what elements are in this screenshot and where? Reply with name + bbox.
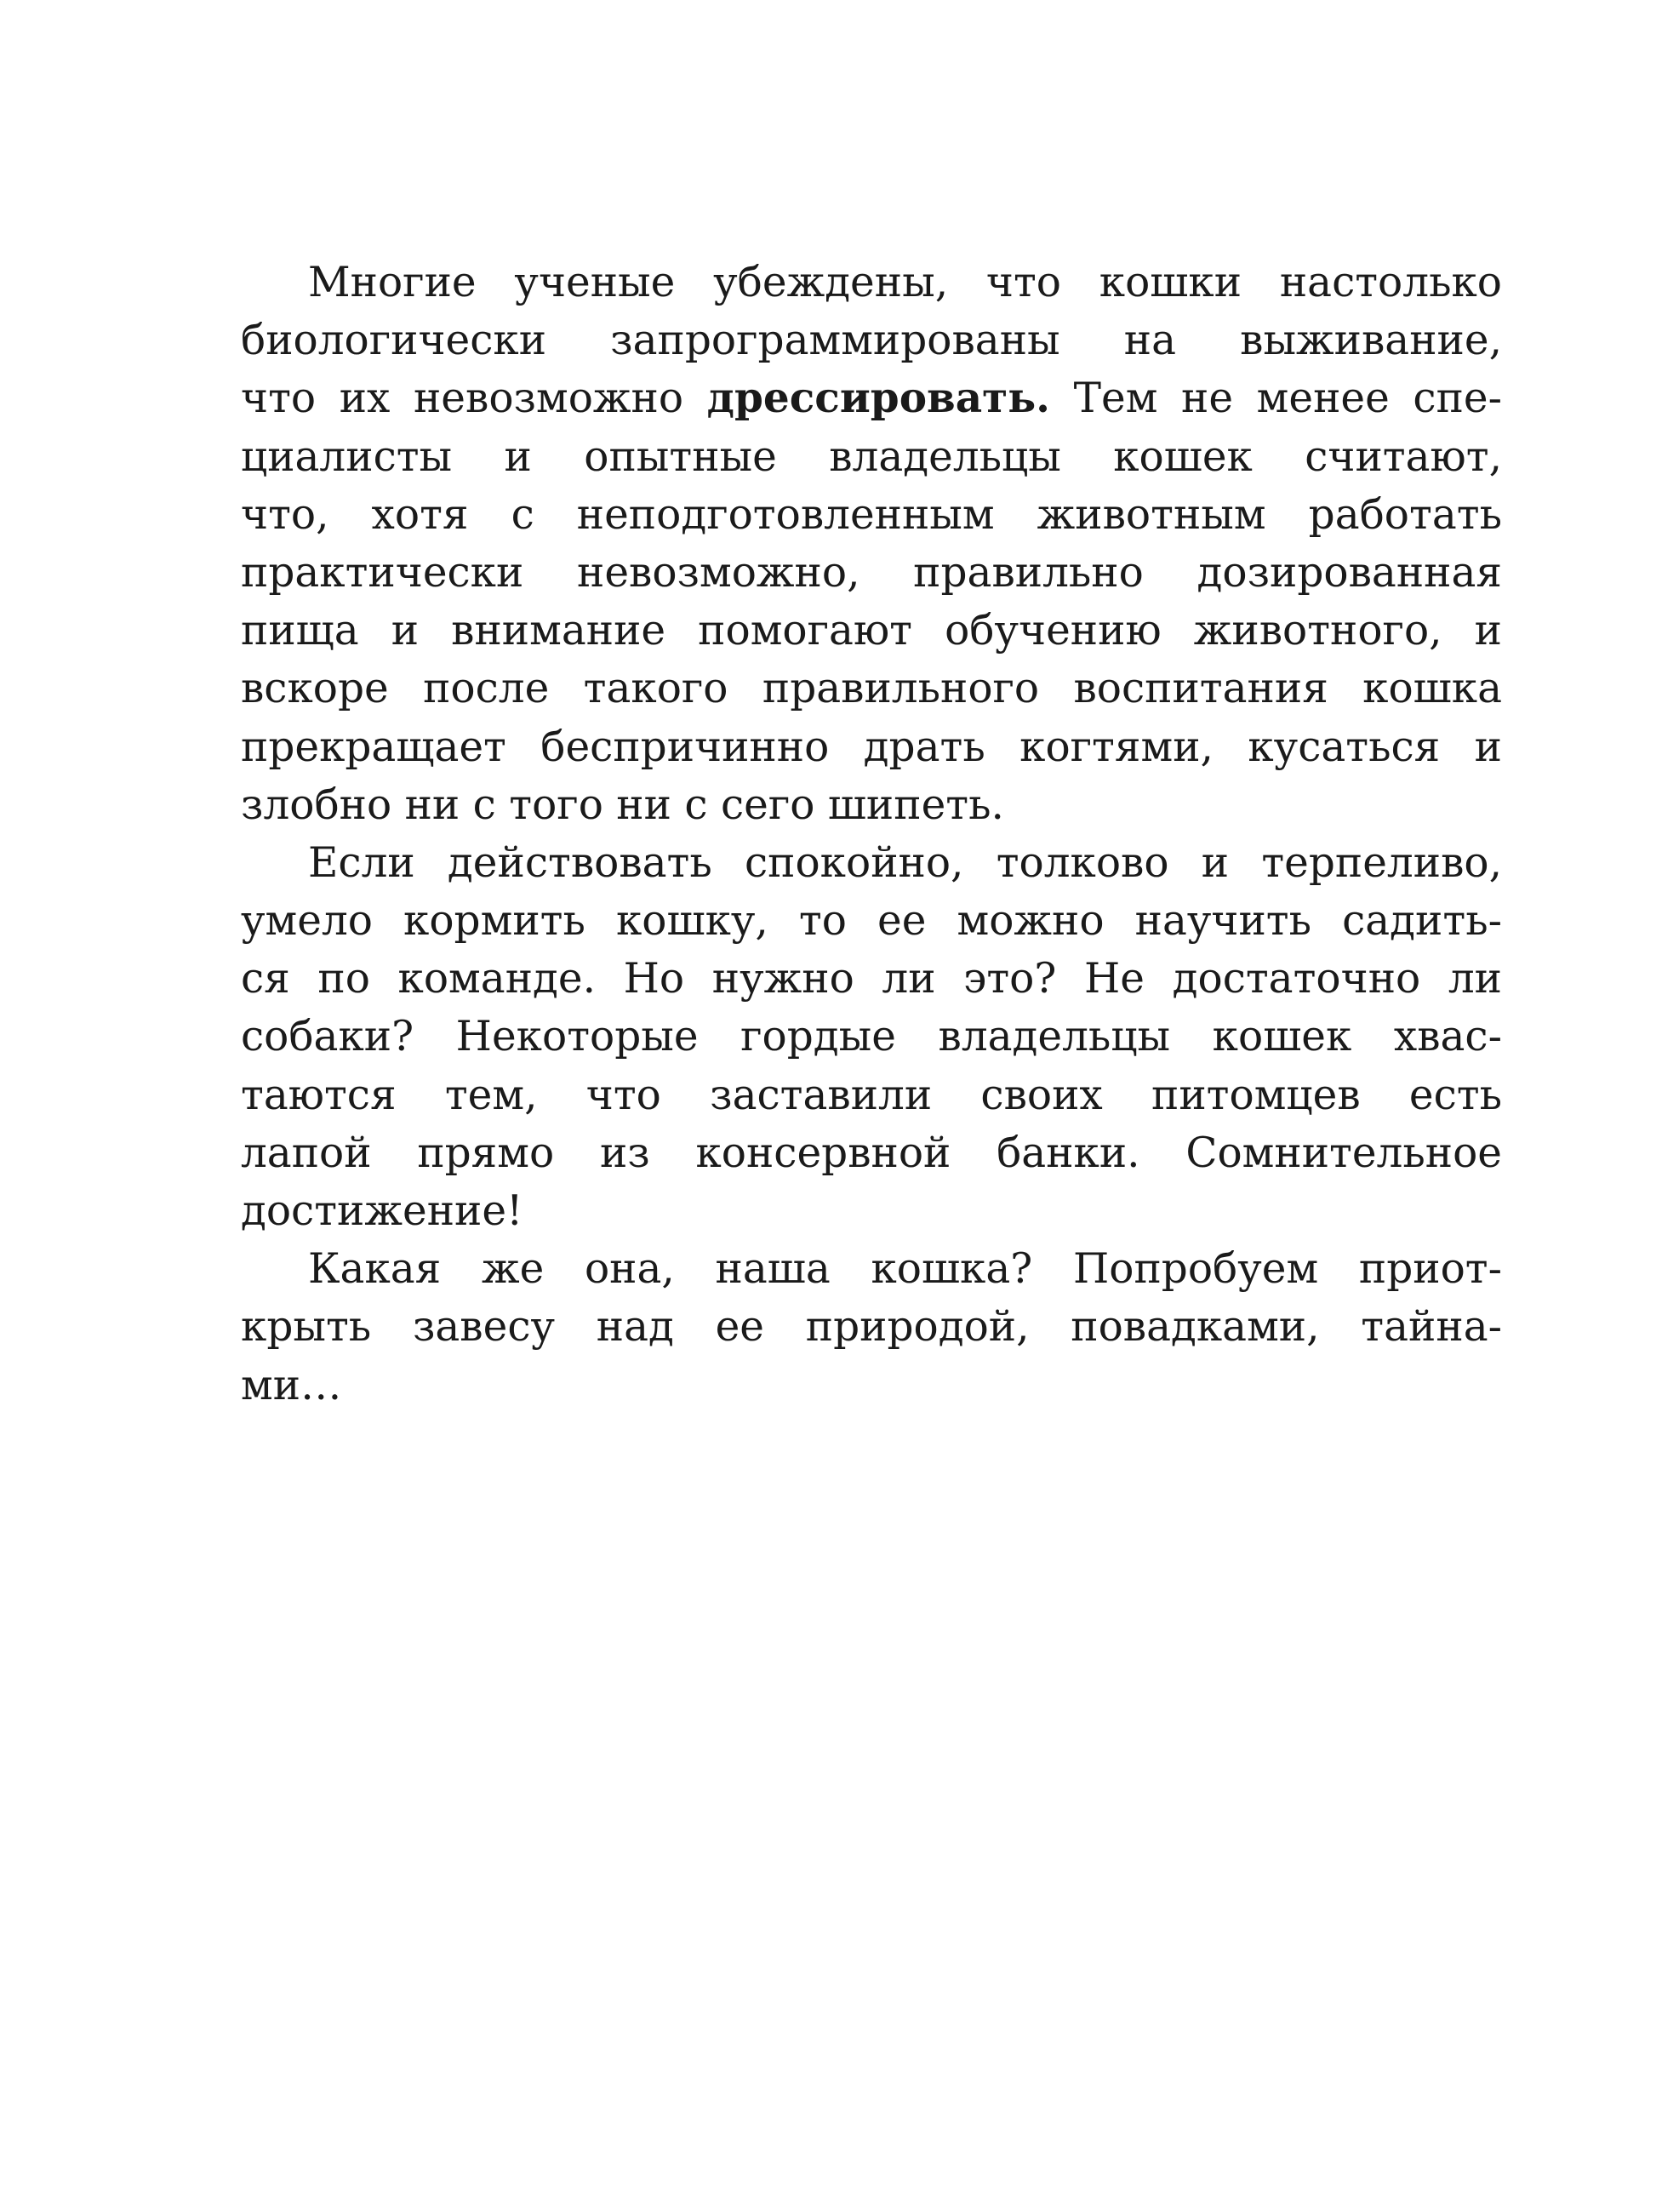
text-line: Многие ученые убеждены, что кошки настолько [308, 259, 1502, 306]
text-line: достижение! [241, 1187, 523, 1235]
text-line: ся по команде. Но нужно ли это? Не достаточно ли [241, 955, 1502, 1003]
text-line: умело кормить кошку, то ее можно научить садить- [241, 897, 1502, 946]
text-line: ми… [241, 1361, 342, 1409]
emphasized-term: дрессировать. [706, 374, 1051, 423]
text-line: Если действовать спокойно, толково и терпеливо, [308, 838, 1502, 887]
text-line: практически невозможно, правильно дозированная [241, 548, 1502, 597]
text-line: что, хотя с неподготовленным животным работать [241, 490, 1502, 539]
text-line: злобно ни с того ни с сего шипеть. [241, 780, 1004, 829]
text-line: Какая же она, наша кошка? Попробуем приот- [308, 1245, 1502, 1294]
text-line: таются тем, что заставили своих питомцев есть [241, 1071, 1502, 1119]
text-line: прекращает беспричинно драть когтями, кусаться и [241, 723, 1502, 771]
text-line: циалисты и опытные владельцы кошек считают, [241, 432, 1502, 481]
body-text [241, 254, 1502, 1415]
text-line: пища и внимание помогают обучению животного, и [241, 607, 1502, 655]
text-line: крыть завесу над ее природой, повадками, тайна- [241, 1303, 1502, 1352]
text-line: что их невозможно дрессировать. Тем не менее спе- [241, 374, 1502, 423]
text-line: вскоре после такого правильного воспитания кошка [241, 665, 1502, 713]
text-line: биологически запрограммированы на выживание, [241, 317, 1502, 365]
text-line: лапой прямо из консервной банки. Сомнительное [241, 1129, 1502, 1177]
text-line: собаки? Некоторые гордые владельцы кошек хвас- [241, 1013, 1502, 1061]
